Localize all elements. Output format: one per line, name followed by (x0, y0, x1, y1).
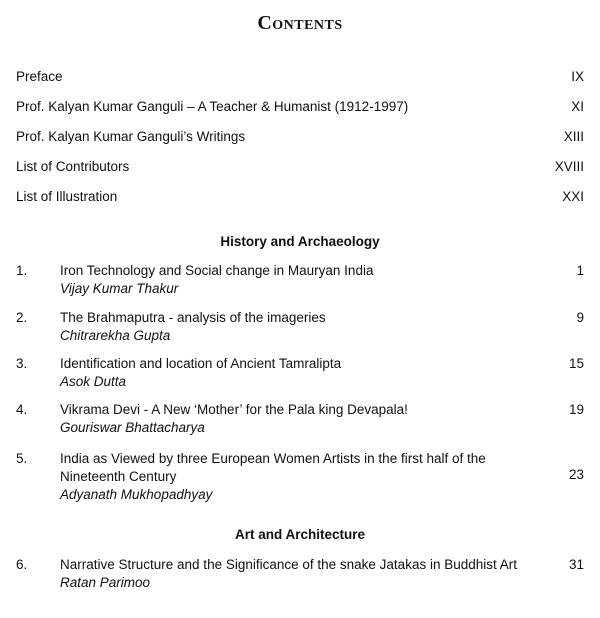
entry-number: 6. (16, 557, 28, 572)
toc-front-label: Prof. Kalyan Kumar Ganguli – A Teacher & Humanist (1912-1997) (16, 99, 409, 114)
entry-page: 9 (576, 310, 584, 325)
page-title: Contents (257, 12, 343, 34)
entry-author: Ratan Parimoo (60, 575, 151, 590)
entry-title: Narrative Structure and the Significance of the snake Jatakas in Buddhist Art (60, 557, 518, 572)
entry-page: 1 (576, 263, 584, 278)
entry-title: Identification and location of Ancient Tamralipta (60, 356, 342, 371)
toc-front-label: Prof. Kalyan Kumar Ganguli’s Writings (16, 129, 246, 144)
toc-front-page: XXI (562, 189, 584, 204)
entry-number: 3. (16, 356, 28, 371)
toc-front-page: IX (571, 69, 584, 84)
toc-front-page: XI (571, 99, 584, 114)
entry-page: 23 (568, 467, 584, 482)
entry-number: 1. (16, 263, 28, 278)
entry-author: Gouriswar Bhattacharya (60, 420, 205, 435)
toc-front-label: List of Contributors (16, 159, 130, 174)
entry-author: Chitrarekha Gupta (60, 328, 171, 343)
entry-page: 15 (568, 356, 584, 371)
entry-title: Vikrama Devi - A New ‘Mother’ for the Pala king Devapala! (60, 402, 408, 417)
entry-author: Adyanath Mukhopadhyay (60, 487, 213, 502)
entry-number: 4. (16, 402, 28, 417)
toc-front-label: List of Illustration (16, 189, 118, 204)
section-heading: Art and Architecture (234, 527, 366, 542)
toc-front-page: XVIII (554, 159, 584, 174)
entry-page: 19 (568, 402, 584, 417)
entry-page: 31 (568, 557, 584, 572)
entry-author: Vijay Kumar Thakur (60, 281, 179, 296)
entry-title: India as Viewed by three European Women Artists in the first half of the Nineteenth Century (60, 451, 486, 484)
toc-front-label: Preface (16, 69, 63, 84)
entry-title: The Brahmaputra - analysis of the imageries (60, 310, 326, 325)
entry-number: 2. (16, 310, 28, 325)
entry-number: 5. (16, 451, 28, 466)
section-heading: History and Archaeology (220, 234, 380, 249)
entry-author: Asok Dutta (60, 374, 127, 389)
entry-title: Iron Technology and Social change in Mauryan India (60, 263, 374, 278)
toc-front-page: XIII (563, 129, 584, 144)
